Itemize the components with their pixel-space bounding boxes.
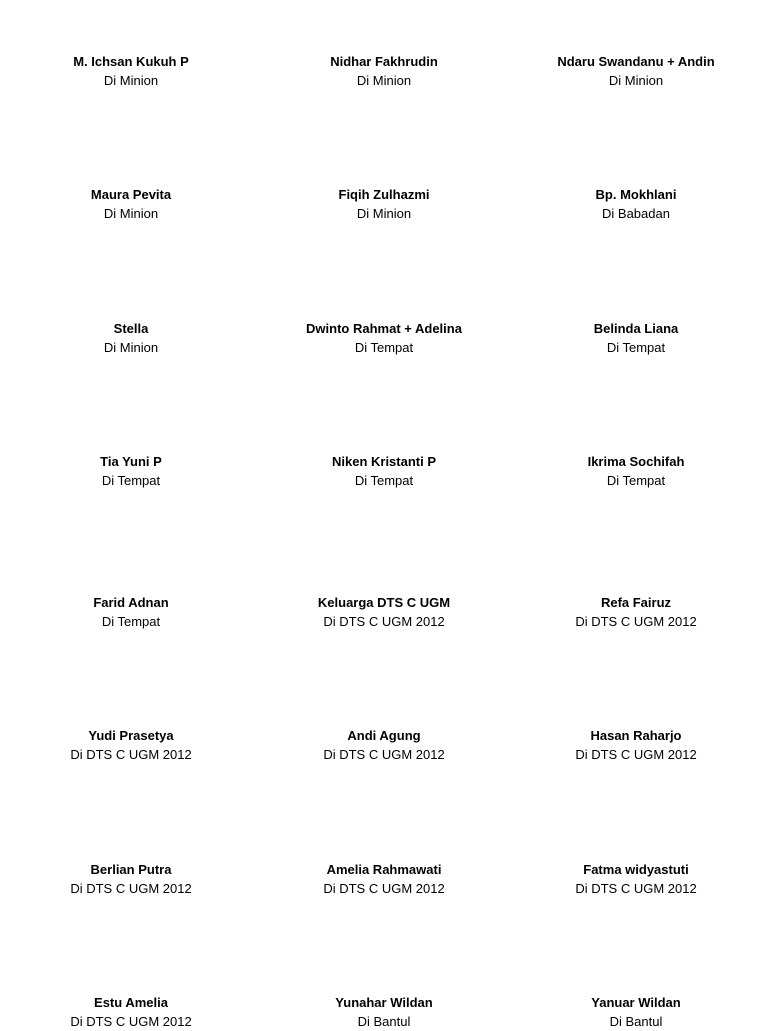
address-label — [511, 860, 761, 898]
recipient-address: Di Minion — [356, 206, 412, 221]
address-label — [511, 185, 761, 223]
address-label — [511, 319, 761, 357]
recipient-name: Estu Amelia — [94, 995, 168, 1010]
address-label — [259, 993, 509, 1031]
recipient-address: Di Minion — [103, 206, 159, 221]
recipient-name: Yudi Prasetya — [88, 728, 174, 743]
recipient-address: Di DTS C UGM 2012 — [70, 881, 192, 896]
recipient-address: Di DTS C UGM 2012 — [575, 881, 697, 896]
address-label — [6, 593, 256, 631]
recipient-address: Di Tempat — [606, 473, 666, 488]
address-label — [259, 452, 509, 490]
address-label — [6, 993, 256, 1031]
address-label — [511, 726, 761, 764]
recipient-name: Keluarga DTS C UGM — [317, 595, 451, 610]
recipient-name: Stella — [113, 321, 149, 336]
recipient-address: Di DTS C UGM 2012 — [323, 614, 445, 629]
recipient-address: Di Minion — [608, 73, 664, 88]
recipient-name: Amelia Rahmawati — [326, 862, 442, 877]
recipient-address: Di Tempat — [101, 473, 161, 488]
recipient-name: Farid Adnan — [93, 595, 169, 610]
recipient-address: Di DTS C UGM 2012 — [70, 747, 192, 762]
recipient-name: Berlian Putra — [90, 862, 172, 877]
recipient-name: Fatma widyastuti — [583, 862, 689, 877]
address-label — [259, 860, 509, 898]
recipient-name: Andi Agung — [347, 728, 421, 743]
recipient-name: Fiqih Zulhazmi — [338, 187, 430, 202]
recipient-name: Niken Kristanti P — [331, 454, 437, 469]
recipient-name: Dwinto Rahmat + Adelina — [306, 321, 462, 336]
recipient-address: Di DTS C UGM 2012 — [575, 614, 697, 629]
recipient-address: Di Tempat — [354, 340, 414, 355]
recipient-name: Belinda Liana — [593, 321, 679, 336]
address-label — [6, 452, 256, 490]
address-label — [259, 726, 509, 764]
address-label — [6, 319, 256, 357]
recipient-address: Di Minion — [103, 340, 159, 355]
recipient-name: Refa Fairuz — [600, 595, 672, 610]
recipient-name: M. Ichsan Kukuh P — [73, 54, 189, 69]
address-label — [259, 593, 509, 631]
recipient-name: Ndaru Swandanu + Andin — [557, 54, 715, 69]
recipient-name: Yanuar Wildan — [591, 995, 681, 1010]
address-label — [259, 185, 509, 223]
address-label — [6, 726, 256, 764]
recipient-name: Yunahar Wildan — [335, 995, 433, 1010]
recipient-address: Di DTS C UGM 2012 — [323, 881, 445, 896]
recipient-address: Di Tempat — [606, 340, 666, 355]
address-label — [259, 52, 509, 90]
recipient-name: Maura Pevita — [90, 187, 172, 202]
address-label — [511, 593, 761, 631]
address-label — [511, 52, 761, 90]
recipient-address: Di Bantul — [357, 1014, 411, 1029]
recipient-address: Di DTS C UGM 2012 — [323, 747, 445, 762]
recipient-address: Di Tempat — [354, 473, 414, 488]
address-label — [511, 452, 761, 490]
address-label — [6, 52, 256, 90]
address-label — [6, 860, 256, 898]
recipient-address: Di DTS C UGM 2012 — [70, 1014, 192, 1029]
recipient-name: Bp. Mokhlani — [595, 187, 677, 202]
address-label — [6, 185, 256, 223]
recipient-name: Hasan Raharjo — [590, 728, 682, 743]
address-label — [511, 993, 761, 1031]
recipient-address: Di Bantul — [609, 1014, 663, 1029]
recipient-address: Di Minion — [103, 73, 159, 88]
recipient-address: Di Minion — [356, 73, 412, 88]
recipient-name: Tia Yuni P — [100, 454, 162, 469]
recipient-address: Di DTS C UGM 2012 — [575, 747, 697, 762]
recipient-name: Nidhar Fakhrudin — [330, 54, 438, 69]
address-label — [259, 319, 509, 357]
recipient-address: Di Tempat — [101, 614, 161, 629]
recipient-name: Ikrima Sochifah — [587, 454, 685, 469]
recipient-address: Di Babadan — [602, 206, 670, 221]
